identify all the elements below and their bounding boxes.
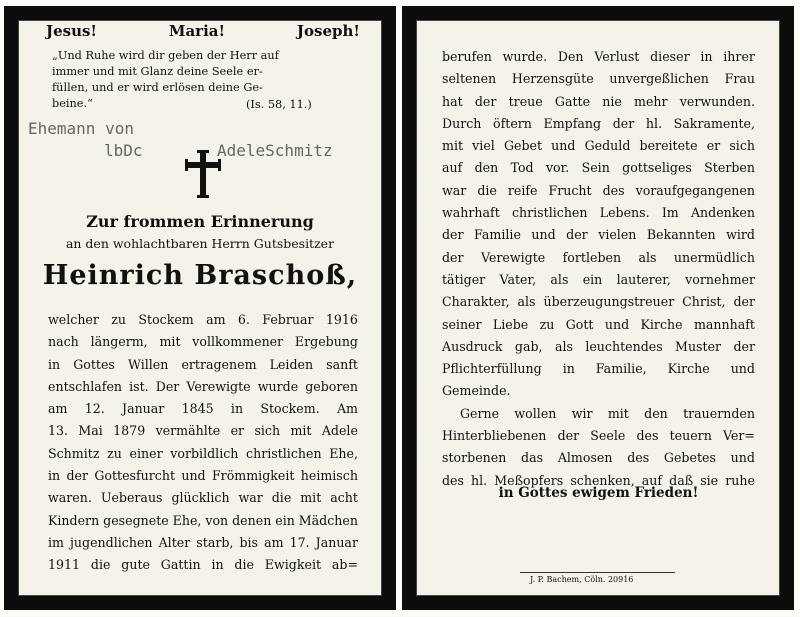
word: und [551,138,576,154]
word: als [554,338,573,354]
word: die [271,490,292,506]
word: sich [254,423,281,439]
word: Verewigte [480,249,546,265]
word: Familie, [595,361,647,377]
verse-line: immer und mit Glanz deine Seele er- [52,65,263,78]
word: dieser [650,49,690,64]
word: des [602,182,625,198]
word: 1879 [113,423,146,439]
word: von [205,512,229,528]
word: den [474,160,499,176]
word: und [531,227,556,243]
word: entschlafen [48,378,123,394]
word: viel [472,138,495,154]
text-line [442,68,755,90]
word: gab, [514,338,543,354]
word: Leiden [269,356,314,372]
word: vorbildlich [170,445,239,461]
word: des [636,428,659,444]
word: Seele [590,428,626,444]
invocation-header [46,22,360,40]
printer-imprint: J. P. Bachem, Cöln. 20916 [530,575,634,584]
word: seltenen [442,71,497,87]
word: in [230,401,244,417]
word: Almosen [557,450,613,466]
word: ein [275,512,295,528]
word: ist. [129,378,149,394]
word: 1916 [325,312,358,327]
word: Am [336,401,358,417]
word: heimisch [300,468,358,484]
word: Familie [474,227,521,243]
text-line [48,532,358,554]
word: waren. [48,490,92,506]
word: leuchtendes [585,338,663,354]
word: verwunden. [679,93,755,109]
word: die [90,557,111,573]
word: Schmitz [48,445,100,461]
word: mannhaft [693,316,755,332]
word: Gattin [160,557,201,573]
verse-line: füllen, und er wird erlösen deine Ge- [52,81,263,94]
word: und [730,450,755,466]
word: auf [641,472,663,488]
word: zu [107,445,122,461]
word: Verlust [594,49,640,64]
word: wurde. [502,49,548,64]
word: die [477,182,497,198]
word: bereitete [639,138,698,154]
invocation-maria: Maria! [168,22,226,40]
word: Ergebung [294,334,358,350]
word: nach [48,334,79,350]
word: im [48,534,64,550]
invocation-joseph: Joseph! [296,22,360,40]
word: in [48,468,61,484]
word: Im [661,205,679,221]
word: ab= [331,557,358,573]
word: teuern [669,428,712,444]
word: am [264,534,284,550]
word: wurde [257,378,299,394]
text-line [442,113,755,135]
word: welcher [48,312,99,327]
word: christlichen [246,445,322,461]
word: ruhe [725,472,755,488]
word: Stockem [138,312,194,327]
word: Tod [510,160,534,176]
word: fortleben [562,249,622,265]
word: seiner [442,316,482,332]
text-line [442,358,755,380]
text-line [442,380,755,402]
word: wird [726,227,755,243]
word: gottseliges [622,160,692,176]
word: war [238,490,263,506]
word: hl. [471,472,488,488]
word: Sein [581,160,610,176]
word: Empfang [543,115,602,131]
word: vermählte [155,423,221,439]
text-line [48,420,358,442]
word: Frau [724,71,755,87]
word: der [733,338,755,354]
word: Gerne [460,405,500,421]
word: der [733,294,755,310]
word: ihrer [723,49,755,64]
word: Sterben [704,160,755,176]
word: christlichen [511,205,588,221]
text-line [48,443,358,465]
word: der [474,93,497,109]
word: 12. [84,401,105,417]
word: Vater, [499,271,537,287]
word: mehr [634,93,668,109]
word: jugendlichen [70,534,153,550]
word: 1911 [48,557,81,573]
word: sie [700,472,719,488]
word: er [230,423,245,439]
word: Sakramente, [673,115,755,131]
word: tätiger [442,271,486,287]
text-line [442,91,755,113]
word: Charakter, [442,294,510,310]
word: mit [442,138,464,154]
word: Ver= [722,428,755,444]
text-line [442,403,755,425]
word: in [211,557,224,573]
word: Adele [321,423,358,439]
word: reife [507,182,538,198]
word: der [566,227,588,243]
text-line [442,180,755,202]
text-line [48,510,358,532]
cross-icon [183,148,223,200]
word: 17. [289,534,310,550]
word: das [521,450,544,466]
word: Ehe, [172,512,202,528]
word: Frucht [548,182,592,198]
word: Hinterbliebenen [442,428,547,444]
word: unermüdlich [673,249,755,265]
word: Mai [78,423,103,439]
word: sanft [326,356,358,372]
closing-blessing: in Gottes ewigem Frieden! [498,485,699,501]
word: den [644,405,668,421]
word: bis [239,534,259,550]
biography-text [48,309,358,577]
word: als [517,294,536,310]
word: vornehmer [685,271,755,287]
text-line [442,135,755,157]
archive-stamp-line1: Ehemann von [28,119,134,138]
word: in [48,356,61,372]
text-line [48,331,358,353]
word: ertragenem [181,356,257,372]
text-line [442,425,755,447]
word: auf [442,160,463,176]
word: als [638,249,657,265]
word: längerm, [90,334,148,350]
word: Februar [262,312,314,327]
word: Gebetes [663,450,716,466]
word: der [557,428,580,444]
word: starb, [196,534,234,550]
word: als [550,271,569,287]
text-line [442,447,755,469]
text-line [48,376,358,398]
word: Gottes [73,356,115,372]
word: Den [557,49,584,64]
deceased-name: Heinrich Braschoß, [42,260,358,291]
text-line [442,269,755,291]
word: Alter [158,534,191,550]
word: schenken, [570,472,635,488]
word: in [700,49,713,64]
word: nie [602,93,622,109]
word: der [442,249,464,265]
word: lauterer, [616,271,671,287]
word: Kirche [667,361,710,377]
word: Durch [442,115,482,131]
word: mit [290,423,312,439]
word: die [234,557,254,573]
word: acht [330,490,358,506]
text-line [442,291,755,313]
word: Gatte [554,93,591,109]
word: Andenken [690,205,755,221]
word: 1845 [181,401,214,417]
memorial-title: Zur frommen Erinnerung [86,212,314,231]
word: Ewigkeit [264,557,322,573]
word: überzeugungstreuer [543,294,675,310]
word: mit [607,405,629,421]
verse-reference: (Is. 58, 11.) [246,98,312,111]
word: Pflichterfüllung [442,361,542,377]
eulogy-text [442,46,755,492]
word: ein [582,271,603,287]
word: Stockem. [260,401,320,417]
word: Ueberaus [100,490,163,506]
word: Der [155,378,180,394]
text-line [48,354,358,376]
text-line [442,46,755,68]
word: wahrhaft [442,205,500,221]
word: Frömmigkeit [211,468,295,484]
word: Gebet [503,138,543,154]
archive-stamp-name: AdeleSchmitz [217,141,333,160]
text-line [442,336,755,358]
word: Geduld [584,138,631,154]
printer-rule [520,572,675,573]
word: Ausdruck [442,338,503,354]
word: zu [111,312,127,327]
word: trauernden [683,405,755,421]
word: treue [508,93,543,109]
archive-stamp-code: lbDc [104,141,143,160]
text-line [442,314,755,336]
word: des [627,450,650,466]
word: der [612,115,635,131]
word: glücklich [171,490,230,506]
word: sich [729,138,755,154]
word: vor. [545,160,570,176]
word: der [442,227,464,243]
word: Ehe, [329,445,358,461]
text-line [48,398,358,420]
word: Januar [315,534,358,550]
word: Christ, [682,294,726,310]
verse-line: beine.“ [52,97,93,110]
memorial-subtitle: an den wohlachtbaren Herrn Gutsbesitzer [65,236,335,251]
word: wir [571,405,593,421]
word: vielen [598,227,637,243]
word: er [706,138,721,154]
word: Meßopfers [494,472,564,488]
word: in [562,361,575,377]
word: und [181,468,206,484]
word: Mädchen [298,512,358,528]
verse-line: „Und Ruhe wird dir geben der Herr auf [52,49,279,62]
word: und [730,361,755,377]
word: am [206,312,226,327]
word: gesegnete [103,512,169,528]
word: Kirche [640,316,683,332]
word: vollkommener [192,334,284,350]
word: und [604,316,630,332]
word: 13. [48,423,69,439]
word: Willen [127,356,169,372]
word: Januar [122,401,165,417]
word: des [442,472,464,488]
word: Kindern [48,512,100,528]
word: 6. [237,312,250,327]
text-line [48,465,358,487]
word: am [48,401,68,417]
word: wollen [514,405,557,421]
word: voraufgegangenen [635,182,755,198]
word: mit [159,334,181,350]
word: unvergeßlichen [609,71,709,87]
word: öftern [493,115,532,131]
word: einer [129,445,163,461]
word: Gottesfurcht [94,468,176,484]
word: hat [442,93,463,109]
word: daß [669,472,694,488]
word: Herzensgüte [511,71,594,87]
word: berufen [442,49,492,64]
text-line [442,247,755,269]
word: der [66,468,88,484]
word: Liebe [492,316,529,332]
word: geboren [305,378,358,394]
word: war [442,182,467,198]
text-line [48,487,358,509]
text-line [442,202,755,224]
word: Muster [675,338,722,354]
word: Verewigte [186,378,251,394]
word: denen [232,512,272,528]
text-line [442,224,755,246]
word: Bekannten [646,227,716,243]
text-line [48,309,358,331]
word: zu [539,316,555,332]
text-line [48,554,358,576]
text-line [442,157,755,179]
word: gute [121,557,150,573]
word: hl. [645,115,663,131]
word: Gott [565,316,594,332]
word: storbenen [442,450,507,466]
word: Lebens. [599,205,650,221]
invocation-jesus: Jesus! [46,22,98,40]
word: Gemeinde. [442,383,511,399]
word: mit [300,490,322,506]
